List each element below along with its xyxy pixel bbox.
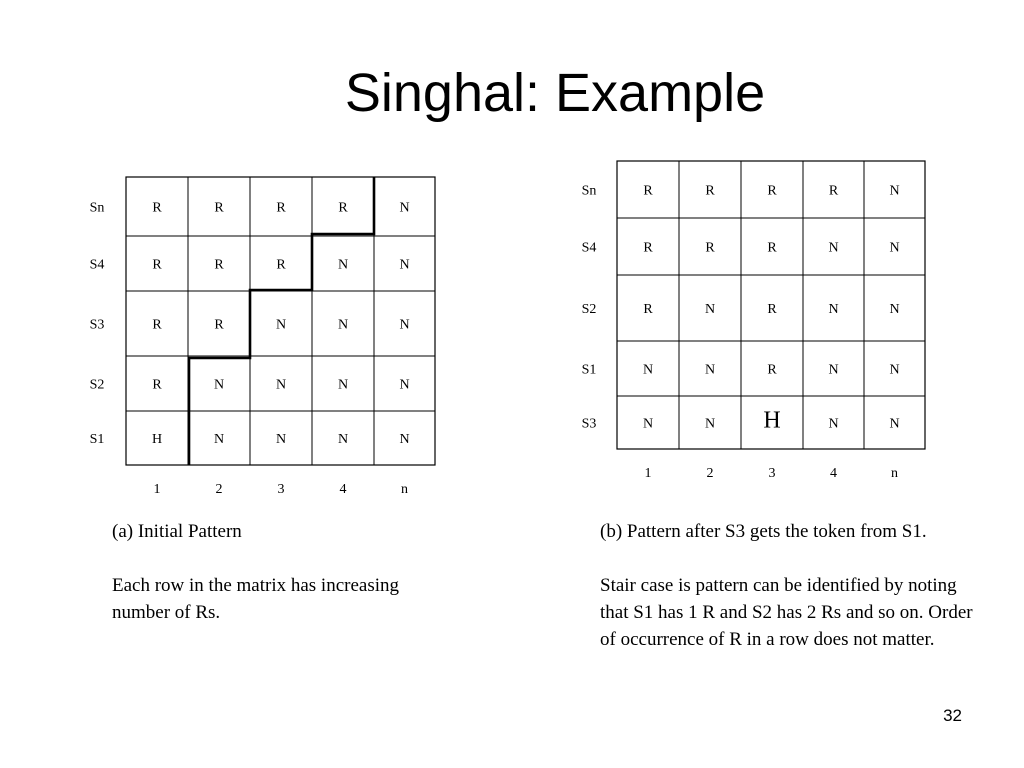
matrix-a-cell: R [214,317,224,333]
matrix-a-cell: N [337,317,349,333]
matrix-b-cell: N [889,240,900,256]
matrix-b-cell: R [643,183,653,199]
matrix-b-cell: R [705,240,715,256]
matrix-b-column-label: 3 [768,466,776,481]
matrix-a-row-label: S2 [89,377,105,393]
matrix-a-cell: N [213,432,225,447]
matrix-b-cell: N [889,302,900,317]
matrix-b-cell: N [704,302,716,317]
matrix-b-cell: N [828,302,839,317]
matrix-a-column-label: 1 [153,482,161,497]
matrix-b-column-label: n [891,466,898,481]
matrix-a-cell: N [275,377,287,393]
matrix-b-column-label: 4 [830,466,837,481]
matrix-a-cell: N [337,432,349,447]
matrix-a-cell: N [275,432,287,447]
matrix-b-cell: N [704,416,716,432]
matrix-b-after-token-pattern [582,161,925,481]
caption-a [112,518,412,626]
matrix-b-cell: N [828,362,839,378]
caption-b-text: Stair case is pattern can be identified by noting that S1 has 1 R and S2 has 2 Rs and so on. Order of occurrence of R in a row does not matter. [600,575,973,650]
matrix-a-cell: N [337,257,349,273]
matrix-a-cell: R [276,257,286,273]
matrix-b-cell: N [828,416,839,432]
matrix-a-column-label: 2 [215,482,223,497]
matrix-a-column-label: 3 [277,482,285,497]
matrix-b-cell: N [889,183,900,199]
matrix-b-row-label: S4 [581,240,597,256]
matrix-b-cell: R [767,183,777,199]
matrix-a-column-label: 4 [339,482,347,497]
caption-a-heading: (a) Initial Pattern [112,521,242,542]
matrix-b-cell: N [642,416,654,432]
caption-b-heading: (b) Pattern after S3 gets the token from S1. [600,521,927,542]
matrix-a-cell: R [214,257,224,273]
matrix-a-cell: N [399,200,410,216]
matrix-a-cell: N [213,377,225,393]
matrix-b-row-label: S2 [581,302,597,317]
matrix-b-column-label: 2 [706,466,714,481]
matrix-b-cell: H [763,407,781,434]
page-number: 32 [943,706,962,725]
matrix-b-cell: N [828,240,839,256]
matrix-a-cell: N [399,317,410,333]
matrix-a-row-label: S1 [89,432,105,447]
matrix-a-cell: R [338,200,348,216]
matrix-b-cell: R [767,240,777,256]
matrix-a-cell: R [152,377,162,393]
matrix-a-cell: N [399,432,410,447]
matrix-a-cell: H [151,432,163,447]
matrix-b-row-label: Sn [581,183,597,199]
matrix-a-cell: N [337,377,349,393]
matrix-b-row-label: S1 [581,362,597,378]
matrix-b-cell: R [767,302,777,317]
matrix-a-cell: N [275,317,287,333]
matrix-b-cell: N [889,416,900,432]
matrix-b-cell: R [643,302,653,317]
matrix-a-row-label: Sn [89,200,105,216]
matrix-a-cell: R [152,317,162,333]
matrix-a-cell: R [276,200,286,216]
matrix-a-cell: N [399,257,410,273]
matrix-b-cell: N [704,362,716,378]
matrix-b-cell: R [828,183,839,199]
matrix-b-cell: R [643,240,653,256]
caption-b [600,518,980,653]
matrix-b-cell: R [767,362,777,378]
matrix-b-cell: N [889,362,900,378]
matrix-a-column-label: n [401,482,408,497]
matrix-b-column-label: 1 [644,466,652,481]
matrix-a-row-label: S4 [89,257,105,273]
matrix-b-cell: N [642,362,654,378]
matrix-a-cell: N [399,377,410,393]
matrix-a-cell: R [152,257,162,273]
matrix-b-cell: R [705,183,715,199]
slide-title: Singhal: Example [344,63,766,123]
matrix-a-cell: R [152,200,162,216]
caption-a-text: Each row in the matrix has increasing number of Rs. [112,575,400,623]
matrix-a-initial-pattern [90,177,435,497]
matrix-b-row-label: S3 [581,416,597,432]
matrix-a-row-label: S3 [89,317,105,333]
matrix-a-cell: R [214,200,224,216]
